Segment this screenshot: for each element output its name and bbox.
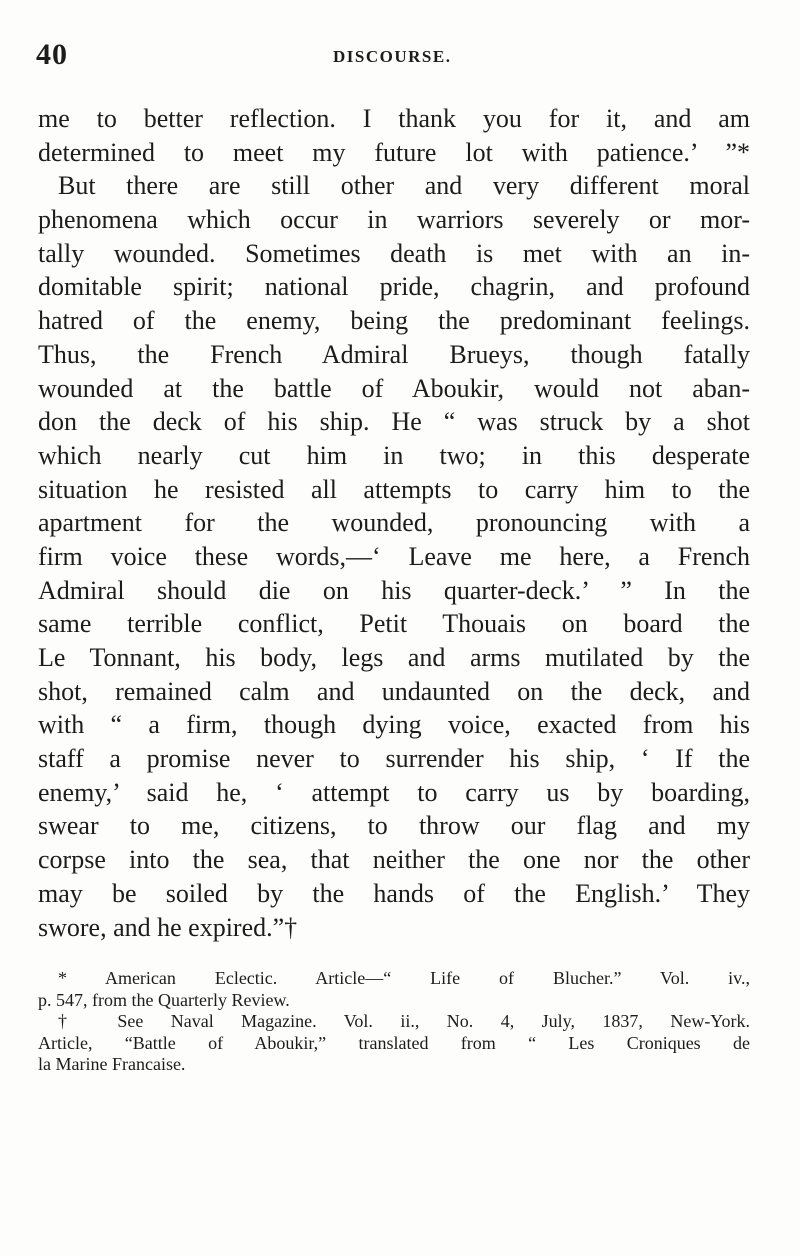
body-line: tally wounded. Sometimes death is met with an in- bbox=[38, 238, 750, 268]
running-head bbox=[36, 38, 748, 82]
body-line: me to better reflection. I thank you for it, and am bbox=[38, 104, 750, 133]
body-line: corpse into the sea, that neither the one nor the other bbox=[38, 845, 750, 875]
body-line: enemy,’ said he, ‘ attempt to carry us by boarding, bbox=[38, 777, 750, 807]
footnote-line: Article, “Battle of Aboukir,” translated from “ Les Croniques de bbox=[38, 1032, 750, 1053]
body-line: apartment for the wounded, pronouncing with a bbox=[38, 508, 750, 538]
footnote-line: p. 547, from the Quarterly Review. bbox=[38, 989, 290, 1010]
body-line: phenomena which occur in warriors severely or mor- bbox=[38, 205, 750, 235]
page-number: 40 bbox=[36, 38, 68, 71]
body-line: hatred of the enemy, being the predominant feelings. bbox=[38, 306, 750, 336]
body-line: wounded at the battle of Aboukir, would not aban- bbox=[38, 373, 750, 403]
body-line: with “ a firm, though dying voice, exacted from his bbox=[38, 710, 750, 740]
body-line: Thus, the French Admiral Brueys, though fatally bbox=[38, 339, 750, 369]
body-line: determined to meet my future lot with patience.’ ”* bbox=[38, 137, 750, 167]
body-line: domitable spirit; national pride, chagrin, and profound bbox=[38, 272, 750, 302]
footnote-line: la Marine Francaise. bbox=[38, 1054, 186, 1074]
footnote-line: * American Eclectic. Article—“ Life of Blucher.” Vol. iv., bbox=[58, 968, 750, 988]
body-text bbox=[38, 102, 750, 944]
body-line: may be soiled by the hands of the English.’ They bbox=[38, 878, 750, 908]
body-line: same terrible conflict, Petit Thouais on board the bbox=[38, 609, 750, 639]
body-line: Le Tonnant, his body, legs and arms mutilated by the bbox=[38, 643, 750, 672]
footnotes bbox=[38, 968, 750, 1076]
body-line: But there are still other and very different moral bbox=[58, 171, 750, 201]
body-line: swear to me, citizens, to throw our flag and my bbox=[38, 811, 750, 841]
body-line: shot, remained calm and undaunted on the deck, and bbox=[38, 676, 750, 706]
footnote-line: † See Naval Magazine. Vol. ii., No. 4, July, 1837, New-York. bbox=[58, 1011, 750, 1031]
body-line: swore, and he expired.”† bbox=[38, 912, 298, 942]
body-line: don the deck of his ship. He “ was struck by a shot bbox=[38, 407, 750, 437]
body-line: situation he resisted all attempts to carry him to the bbox=[38, 474, 750, 504]
body-line: Admiral should die on his quarter-deck.’ ” In the bbox=[38, 575, 750, 605]
running-title: DISCOURSE. bbox=[333, 47, 452, 66]
body-line: staff a promise never to surrender his ship, ‘ If the bbox=[38, 744, 750, 774]
body-line: which nearly cut him in two; in this desperate bbox=[38, 440, 750, 470]
body-line: firm voice these words,—‘ Leave me here, a French bbox=[38, 541, 750, 571]
